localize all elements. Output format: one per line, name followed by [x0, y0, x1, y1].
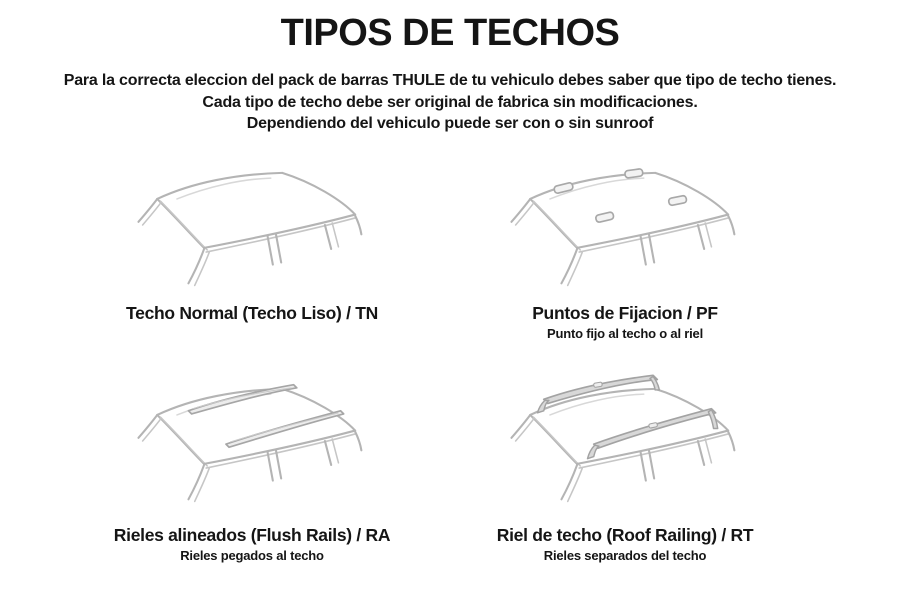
roof-type-sublabel: Rieles pegados al techo	[180, 548, 324, 563]
intro-text	[0, 70, 900, 135]
roof-type-sublabel: Punto fijo al techo o al riel	[547, 326, 703, 341]
raised-rails	[538, 375, 718, 458]
flush-rails-roof-illustration	[127, 371, 377, 512]
roof-type-card-tn	[72, 155, 432, 324]
intro-line-1: Para la correcta eleccion del pack de barras THULE de tu vehiculo debes saber que tipo de techo tienes.	[63, 72, 837, 89]
page-title: TIPOS DE TECHOS	[280, 12, 620, 54]
roof-type-label: Techo Normal (Techo Liso) / TN	[126, 303, 378, 323]
roof-type-card-ra	[72, 371, 432, 564]
intro-line-3: Dependiendo del vehiculo puede ser con o sin sunroof	[246, 115, 654, 132]
roof-type-label: Riel de techo (Roof Railing) / RT	[496, 525, 754, 545]
fixpoint-roof-illustration	[500, 155, 750, 296]
roof-type-card-rt	[445, 371, 805, 564]
plain-roof-illustration	[127, 155, 377, 296]
roof-type-sublabel: Rieles separados del techo	[543, 548, 707, 563]
intro-line-2: Cada tipo de techo debe ser original de fabrica sin modificaciones.	[202, 93, 698, 111]
roof-type-card-pf	[445, 155, 805, 342]
flush-rails	[188, 385, 343, 448]
roof-type-label: Rieles alineados (Flush Rails) / RA	[113, 525, 391, 545]
roof-type-label: Puntos de Fijacion / PF	[532, 303, 718, 323]
raised-rails-roof-illustration	[500, 371, 750, 512]
